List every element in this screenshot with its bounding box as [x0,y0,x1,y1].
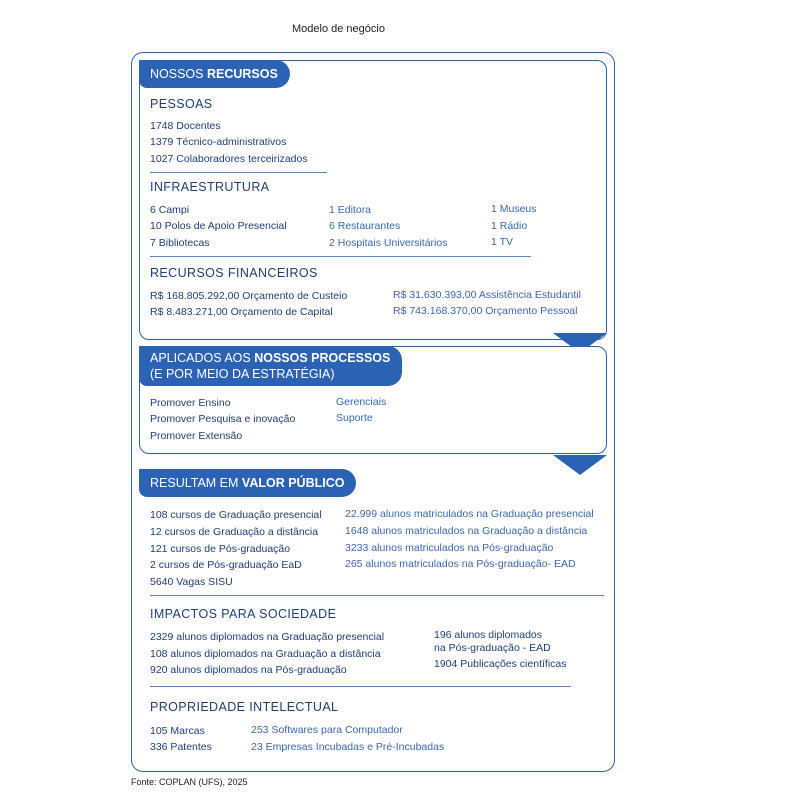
infra-item: 6 Campi [150,204,190,216]
infra-item: 1 Museus [491,203,537,215]
valor-item: 5640 Vagas SISU [150,576,233,588]
source-note: Fonte: COPLAN (UFS), 2025 [131,777,248,787]
pessoas-item: 1379 Técnico-administrativos [150,136,287,148]
valor-item: 3233 alunos matriculados na Pós-graduação [345,542,554,554]
valor-item: 265 alunos matriculados na Pós-graduação- EAD [345,558,576,570]
divider [150,256,531,257]
processos-item: Promover Pesquisa e inovação [150,413,296,425]
infra-item: 10 Polos de Apoio Presencial [150,220,287,232]
arrow-down-icon [553,455,607,475]
infra-item: 1 TV [491,236,513,248]
processos-item: Promover Extensão [150,430,243,442]
propriedade-item: 336 Patentes [150,741,212,753]
impactos-item: na Pós-graduação - EAD [434,642,551,654]
pessoas-header: PESSOAS [150,97,213,111]
valor-item: 2 cursos de Pós-graduação EaD [150,559,302,571]
impactos-header: IMPACTOS PARA SOCIEDADE [150,607,337,621]
divider [150,686,571,687]
processos-item: Promover Ensino [150,397,231,409]
processos-item: Gerenciais [336,396,387,408]
impactos-item: 920 alunos diplomados na Pós-graduação [150,664,347,676]
page-title: Modelo de negócio [292,23,385,35]
valor-item: 12 cursos de Graduação a distância [150,526,319,538]
impactos-item: 2329 alunos diplomados na Graduação presencial [150,631,385,643]
impactos-item: 108 alunos diplomados na Graduação a distância [150,648,381,660]
valor-item: 121 cursos de Pós-graduação [150,543,291,555]
financeiros-item: R$ 743.168.370,00 Orçamento Pessoal [393,305,578,317]
impactos-item: 1904 Publicações científicas [434,658,567,670]
pessoas-item: 1748 Docentes [150,120,221,132]
valor-pill: RESULTAM EM VALOR PÚBLICO [139,469,356,497]
valor-item: 108 cursos de Graduação presencial [150,509,322,521]
financeiros-header: RECURSOS FINANCEIROS [150,266,318,280]
financeiros-item: R$ 8.483.271,00 Orçamento de Capital [150,306,333,318]
infra-item: 7 Bibliotecas [150,237,210,249]
processos-item: Suporte [336,412,373,424]
propriedade-header: PROPRIEDADE INTELECTUAL [150,700,339,714]
propriedade-item: 105 Marcas [150,725,205,737]
valor-item: 22.999 alunos matriculados na Graduação presencial [345,508,594,520]
impactos-item: 196 alunos diplomados [434,629,542,641]
divider [150,595,604,596]
propriedade-item: 23 Empresas Incubadas e Pré-Incubadas [251,741,445,753]
recursos-pill: NOSSOS RECURSOS [139,60,290,88]
infra-item: 2 Hospitais Universitários [329,237,448,249]
valor-item: 1648 alunos matriculados na Graduação a distância [345,525,588,537]
divider [150,172,327,173]
financeiros-item: R$ 168.805.292,00 Orçamento de Custeio [150,290,348,302]
financeiros-item: R$ 31.630.393,00 Assistência Estudantil [393,289,581,301]
propriedade-item: 253 Softwares para Computador [251,724,403,736]
infra-item: 1 Editora [329,204,372,216]
infra-item: 1 Rádio [491,220,528,232]
processos-pill: APLICADOS AOS NOSSOS PROCESSOS (E POR MEIO DA ESTRATÉGIA) [139,346,402,386]
pessoas-item: 1027 Colaboradores terceirizados [150,153,308,165]
infra-item: 6 Restaurantes [329,220,401,232]
infra-header: INFRAESTRUTURA [150,180,270,194]
